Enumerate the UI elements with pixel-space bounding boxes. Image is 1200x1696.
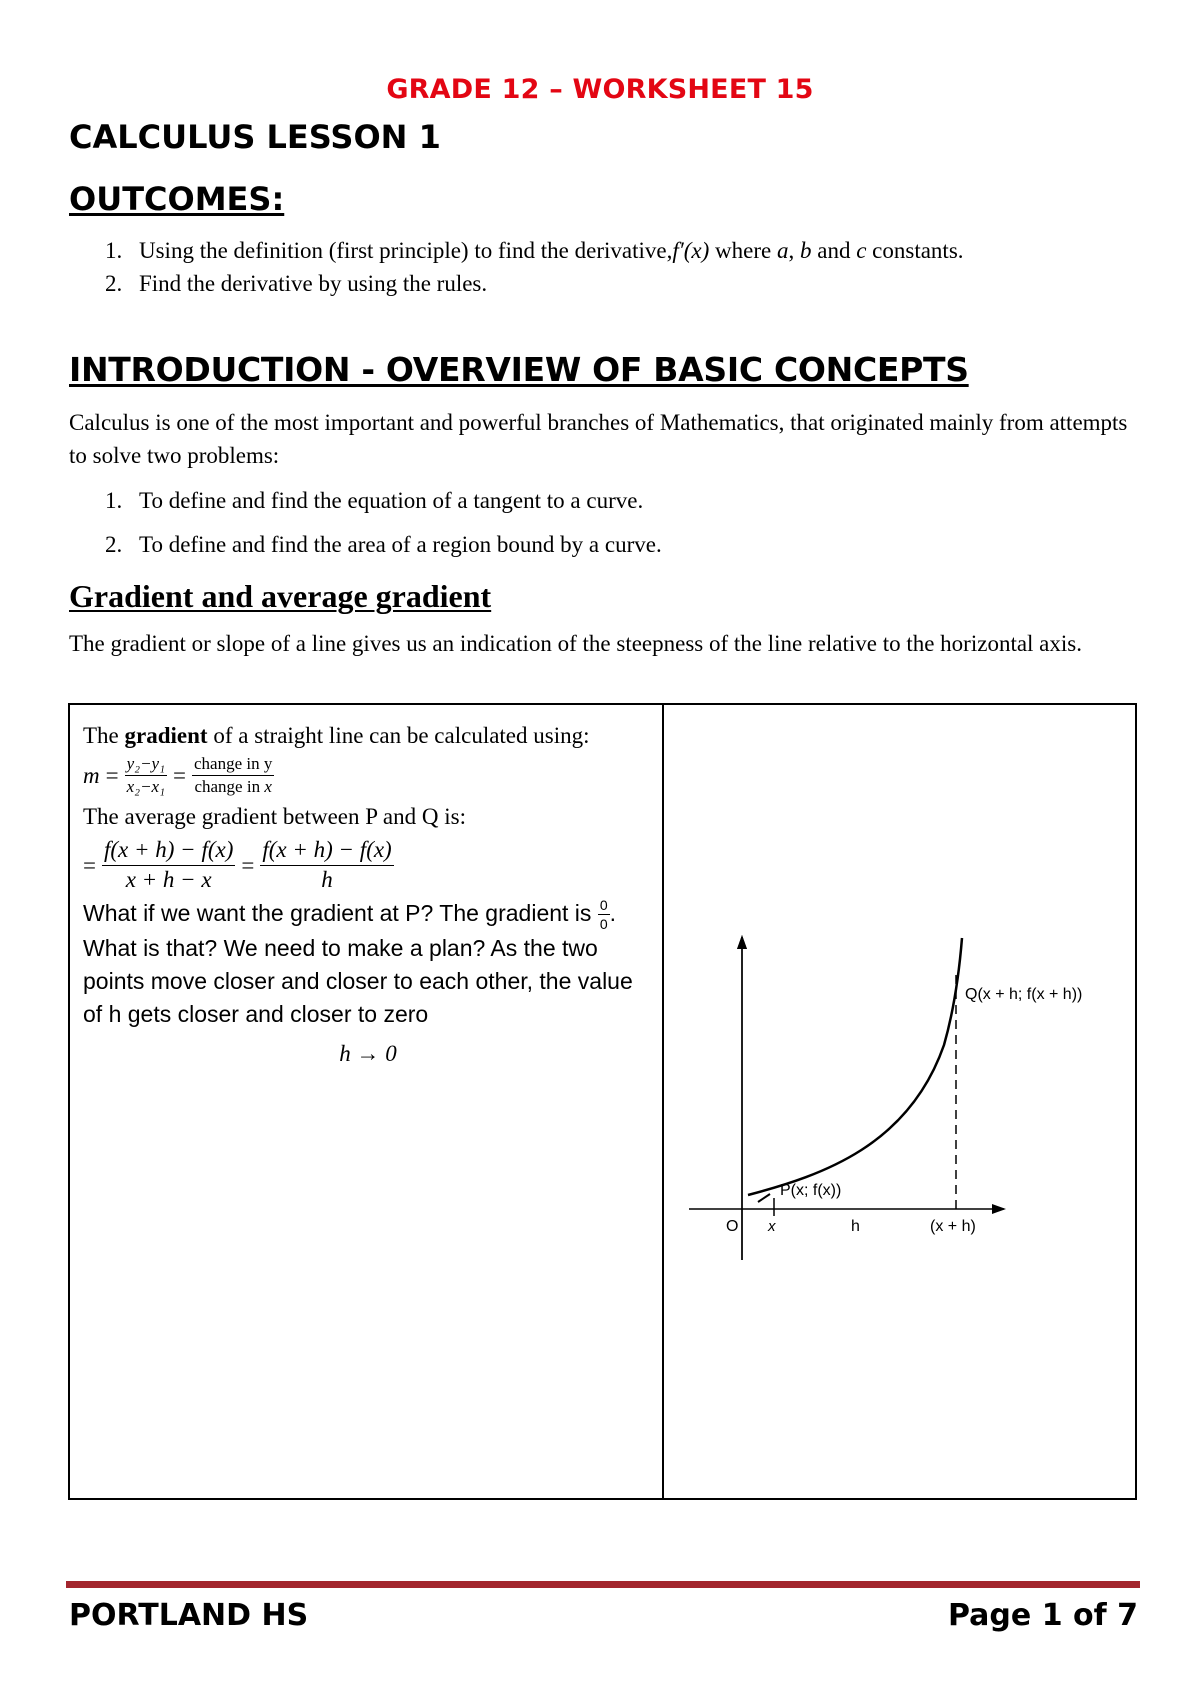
text-span: of a straight line can be calculated using:: [207, 723, 590, 748]
list-number: 2.: [105, 532, 123, 557]
list-number: 2.: [105, 271, 123, 296]
fraction-avg-1: [102, 837, 235, 893]
fraction-change: [192, 754, 274, 796]
gradient-intro-text: [83, 719, 653, 752]
list-number: 1.: [105, 238, 123, 263]
equals-sign: =: [105, 762, 119, 788]
average-gradient-formula: [83, 837, 653, 893]
list-number: 1.: [105, 488, 123, 513]
gradient-paragraph: The gradient or slope of a line gives us an indication of the steepness of the line relative to the horizontal axis.: [69, 631, 1082, 656]
page-number: Page 1 of 7: [948, 1598, 1138, 1633]
gradient-graph: [664, 705, 1137, 1498]
function-curve: [748, 938, 962, 1195]
x-plus-h-label: (x + h): [930, 1218, 976, 1235]
numerator: f(x + h) − f(x): [260, 837, 393, 865]
math-derivative: f′(x): [672, 238, 710, 263]
text-span: The: [83, 723, 125, 748]
denominator: x + h − x: [125, 866, 212, 892]
outcome-text: Using the definition (first principle) to find the derivative,: [139, 238, 673, 263]
tangent-mark: [758, 1194, 770, 1202]
math-x: x: [264, 776, 272, 796]
point-q-label: Q(x + h; f(x + h)): [965, 986, 1083, 1003]
problem-item: [69, 484, 1139, 517]
math-var: a: [776, 238, 789, 263]
problem-text: To define and find the equation of a tangent to a curve.: [139, 488, 644, 513]
outcome-text: Find the derivative by using the rules.: [139, 271, 488, 296]
h-label: h: [851, 1218, 860, 1235]
equals-sign: =: [241, 852, 255, 878]
school-name: PORTLAND HS: [69, 1598, 309, 1633]
fraction-zero-over-zero: [598, 897, 610, 932]
denominator: x₂−x₁: [126, 776, 165, 796]
outcomes-heading: OUTCOMES:: [69, 180, 285, 218]
lesson-title: CALCULUS LESSON 1: [69, 118, 441, 156]
denominator: 0: [599, 916, 608, 933]
intro-paragraph: Calculus is one of the most important and powerful branches of Mathematics, that originated mainly from attempts to solve two problems:: [69, 410, 1128, 468]
problem-item: [69, 528, 1139, 561]
text-span: . What is that? We need to make a plan? As the two points move closer and closer to each other, the value of h gets closer and closer to zero: [83, 899, 633, 1028]
gradient-table: [68, 703, 1137, 1500]
equals-sign: =: [173, 762, 186, 788]
numerator: f(x + h) − f(x): [102, 837, 235, 865]
problem-text: To define and find the area of a region bound by a curve.: [139, 532, 662, 557]
average-gradient-text: The average gradient between P and Q is:: [83, 804, 466, 830]
numerator: 0: [598, 897, 610, 915]
outcome-text: ,: [788, 238, 800, 263]
fraction-y-over-x: [125, 754, 167, 796]
math-m: m: [83, 762, 100, 788]
bold-gradient: gradient: [124, 723, 208, 748]
gradient-explanation: [83, 719, 653, 1070]
footer-rule: [66, 1581, 1140, 1588]
worksheet-title: GRADE 12 – WORKSHEET 15: [386, 74, 814, 105]
math-var: b: [799, 238, 812, 263]
outcome-text: and: [811, 238, 857, 263]
outcome-item: [69, 234, 1139, 267]
numerator: change in y: [192, 754, 274, 776]
origin-label: O: [726, 1218, 739, 1235]
gradient-formula: [83, 754, 653, 796]
problems-list: [69, 484, 1139, 561]
gradient-at-p-text: [83, 897, 653, 1032]
gradient-heading: Gradient and average gradient: [69, 578, 492, 614]
limit-expression: h → 0: [339, 1041, 397, 1067]
text-span: change in: [194, 776, 265, 796]
point-p-label: P(x; f(x)): [780, 1182, 842, 1199]
text-span: What if we want the gradient at P? The gradient is: [83, 899, 598, 926]
denominator: h: [321, 866, 333, 892]
math-var: c: [856, 238, 867, 263]
denominator: [192, 776, 274, 797]
equals-sign: =: [83, 852, 96, 878]
outcome-item: [69, 267, 1139, 300]
outcome-text: constants.: [866, 238, 964, 263]
outcome-text: where: [709, 238, 777, 263]
outcomes-list: [69, 234, 1139, 300]
intro-heading: INTRODUCTION - OVERVIEW OF BASIC CONCEPTS: [69, 350, 969, 389]
fraction-avg-2: [260, 837, 393, 893]
numerator: y₂−y₁: [125, 754, 167, 776]
x-label: x: [768, 1218, 776, 1235]
